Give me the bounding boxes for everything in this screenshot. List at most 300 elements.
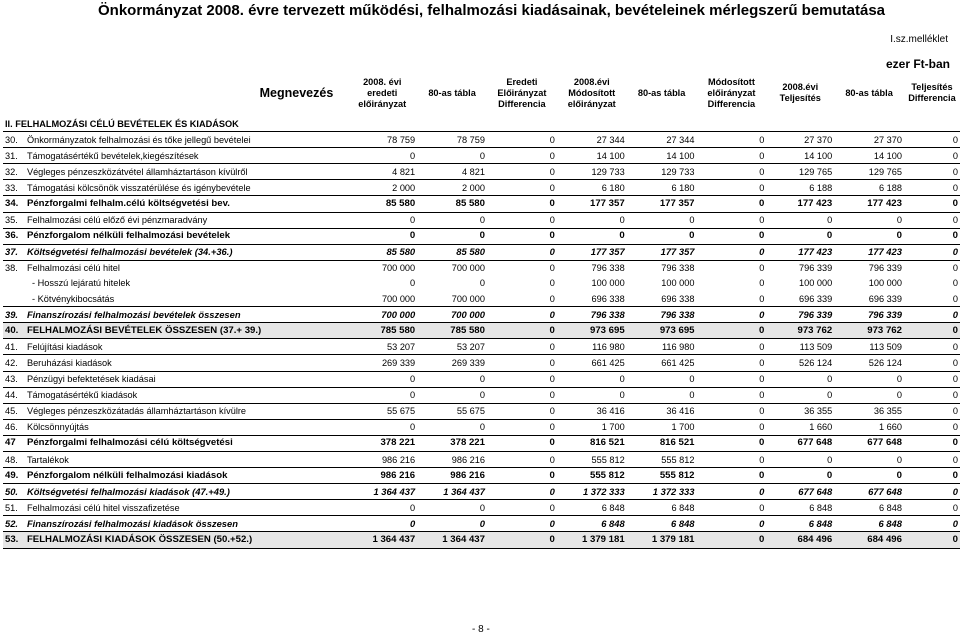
row-value: 0 [347, 516, 417, 532]
row-value: 0 [697, 244, 767, 260]
row-value: 0 [834, 387, 904, 403]
row-value: 0 [487, 451, 557, 467]
row-value: 78 759 [417, 132, 487, 148]
row-value: 0 [697, 148, 767, 164]
header-c1: 2008. évi eredeti előirányzat [358, 76, 407, 109]
row-value: 6 848 [766, 516, 834, 532]
row-value: 0 [417, 212, 487, 228]
row-value: 0 [697, 228, 767, 244]
row-value: 14 100 [557, 148, 627, 164]
row-value: 4 821 [347, 164, 417, 180]
row-value: 0 [347, 148, 417, 164]
row-value: 1 372 333 [557, 484, 627, 500]
row-value: 0 [347, 387, 417, 403]
row-value: 0 [904, 244, 960, 260]
row-label: FELHALMOZÁSI KIADÁSOK ÖSSZESEN (50.+52.) [25, 532, 347, 548]
row-value: 0 [697, 451, 767, 467]
row-value: 0 [487, 468, 557, 484]
row-value: 2 000 [417, 180, 487, 196]
row-value: 0 [697, 291, 767, 307]
row-value: 0 [417, 371, 487, 387]
row-value: 0 [487, 307, 557, 323]
row-value: 785 580 [417, 323, 487, 339]
row-value: 0 [904, 291, 960, 307]
table-row [3, 516, 960, 532]
row-value: 0 [834, 451, 904, 467]
row-value: 986 216 [347, 451, 417, 467]
row-value: 6 180 [627, 180, 697, 196]
row-value: 0 [697, 196, 767, 212]
row-value: 0 [347, 371, 417, 387]
header-c8: 80-as tábla [845, 87, 893, 98]
row-value: 0 [697, 339, 767, 355]
row-value: 14 100 [834, 148, 904, 164]
header-name: Megnevezés [259, 85, 334, 100]
row-number: 30. [3, 132, 25, 148]
row-value: 129 733 [557, 164, 627, 180]
row-label: Költségvetési felhalmozási kiadások (47.+49.) [25, 484, 347, 500]
row-label: Önkormányzatok felhalmozási és tőke jellegű bevételei [25, 132, 347, 148]
row-label: Pénzforgalmi felhalm.célú költségvetési bev. [25, 196, 347, 212]
row-value: 6 188 [834, 180, 904, 196]
row-number [3, 276, 25, 291]
row-value: 0 [697, 484, 767, 500]
row-value: 78 759 [347, 132, 417, 148]
row-value: 0 [759, 278, 765, 289]
table-row [3, 419, 960, 435]
row-number: 40. [3, 323, 25, 339]
row-value: 36 416 [557, 403, 627, 419]
row-value: 1 364 437 [347, 484, 417, 500]
table-row [3, 403, 960, 419]
row-value: 0 [697, 387, 767, 403]
row-value: 27 344 [627, 132, 697, 148]
row-value: 0 [487, 196, 557, 212]
row-value: 129 733 [627, 164, 697, 180]
table-row [3, 307, 960, 323]
row-value: 986 216 [417, 451, 487, 467]
row-value: 796 338 [591, 263, 625, 274]
row-number: 35. [3, 212, 25, 228]
row-value: 0 [487, 484, 557, 500]
row-value: 0 [952, 263, 958, 274]
row-label: Pénzforgalom nélküli felhalmozási bevételek [25, 228, 347, 244]
row-value: 0 [417, 516, 487, 532]
row-value: 177 423 [834, 196, 904, 212]
row-value: 6 180 [557, 180, 627, 196]
row-value: 0 [766, 451, 834, 467]
row-value: 0 [697, 355, 767, 371]
row-value: 27 370 [766, 132, 834, 148]
row-value: 555 812 [627, 451, 697, 467]
row-value: 1 700 [557, 419, 627, 435]
row-value: 100 000 [591, 278, 625, 289]
row-value: 0 [904, 371, 960, 387]
row-value: 0 [487, 387, 557, 403]
row-value: 0 [904, 180, 960, 196]
row-value: 177 357 [557, 196, 627, 212]
row-value: 0 [487, 164, 557, 180]
row-value: 796 338 [627, 307, 697, 323]
row-number: 47 [3, 435, 25, 451]
table-row [3, 180, 960, 196]
row-value: 1 700 [627, 419, 697, 435]
row-value: 0 [487, 435, 557, 451]
row-value: 55 675 [417, 403, 487, 419]
page-title: Önkormányzat 2008. évre tervezett működési, felhalmozási kiadásainak, bevételeinek mérlegszerű bemutatása [98, 2, 886, 19]
row-value: 14 100 [627, 148, 697, 164]
row-value: 796 338 [557, 307, 627, 323]
row-value: 796 339 [766, 307, 834, 323]
table-row [3, 532, 960, 548]
table-row [3, 228, 960, 244]
row-value: 677 648 [766, 484, 834, 500]
row-value: 0 [347, 212, 417, 228]
row-value: 0 [697, 516, 767, 532]
row-number: 39. [3, 307, 25, 323]
row-label: Támogatási kölcsönök visszatérülése és igénybevétele [25, 180, 347, 196]
header-c7: 2008.évi Teljesítés [779, 82, 821, 103]
row-value: 0 [904, 484, 960, 500]
row-value: 0 [557, 371, 627, 387]
row-value: 6 848 [834, 516, 904, 532]
row-value: 0 [904, 132, 960, 148]
row-value: 0 [904, 307, 960, 323]
row-value: 700 000 [381, 263, 416, 274]
row-value: 0 [697, 180, 767, 196]
row-value: 6 848 [557, 500, 627, 516]
row-value: 177 423 [834, 244, 904, 260]
row-value: 0 [487, 339, 557, 355]
row-value: 700 000 [417, 291, 487, 307]
row-value: 0 [766, 468, 834, 484]
table-row [3, 500, 960, 516]
row-value: 0 [417, 228, 487, 244]
table-row [3, 212, 960, 228]
row-number: 41. [3, 339, 25, 355]
row-label: Támogatásértékű kiadások [25, 387, 347, 403]
row-value: 177 357 [627, 244, 697, 260]
table-row [3, 148, 960, 164]
header-c2: 80-as tábla [428, 87, 476, 98]
row-label: Támogatásértékű bevételek,kiegészítések [25, 148, 347, 164]
table-row [3, 387, 960, 403]
table-row [3, 339, 960, 355]
row-value: 6 848 [557, 516, 627, 532]
row-value: 696 338 [627, 291, 697, 307]
row-label: FELHALMOZÁSI BEVÉTELEK ÖSSZESEN (37.+ 39.) [25, 323, 347, 339]
row-value: 0 [697, 307, 767, 323]
row-value: 696 339 [834, 291, 904, 307]
row-value: 0 [697, 323, 767, 339]
row-value: 129 765 [766, 164, 834, 180]
row-value: 677 648 [834, 435, 904, 451]
row-value: 0 [904, 148, 960, 164]
row-value: 0 [766, 371, 834, 387]
row-value: 555 812 [627, 468, 697, 484]
row-value: 1 379 181 [627, 532, 697, 548]
row-value: 113 509 [834, 339, 904, 355]
row-value: 4 821 [417, 164, 487, 180]
row-value: 116 980 [627, 339, 697, 355]
row-value: 700 000 [347, 291, 417, 307]
row-value: 177 423 [766, 244, 834, 260]
table-row [3, 164, 960, 180]
row-value: 85 580 [347, 196, 417, 212]
row-value: 986 216 [417, 468, 487, 484]
row-value: 0 [952, 278, 958, 289]
header-c4: 2008.évi Módosított előirányzat [567, 76, 616, 109]
row-value: 0 [487, 212, 557, 228]
row-value: 0 [697, 468, 767, 484]
table-row [3, 260, 960, 276]
page-number: - 8 - [472, 624, 490, 635]
row-value: 27 344 [557, 132, 627, 148]
row-value: 796 338 [661, 263, 695, 274]
header-c9: Teljesítés Differencia [908, 82, 956, 103]
budget-table [3, 70, 960, 549]
row-value: 0 [487, 228, 557, 244]
row-value: 0 [766, 212, 834, 228]
row-value: 0 [627, 387, 697, 403]
row-value: 0 [697, 212, 767, 228]
row-value: 53 207 [417, 339, 487, 355]
row-value: 116 980 [557, 339, 627, 355]
table-row [3, 484, 960, 500]
row-label: Tartalékok [25, 451, 347, 467]
row-value: 0 [759, 263, 765, 274]
row-value: 0 [347, 228, 417, 244]
row-value: 700 000 [347, 307, 417, 323]
row-value: 1 364 437 [347, 532, 417, 548]
row-value: 0 [904, 403, 960, 419]
table-row [3, 291, 960, 307]
row-value: 661 425 [557, 355, 627, 371]
row-value: 0 [904, 355, 960, 371]
row-value: 700 000 [417, 307, 487, 323]
row-value: 0 [697, 132, 767, 148]
table-row [3, 132, 960, 148]
table-row [3, 276, 960, 291]
row-value: 0 [417, 148, 487, 164]
row-value: 36 355 [834, 403, 904, 419]
row-value: 100 000 [661, 278, 695, 289]
row-value: 555 812 [557, 468, 627, 484]
row-value: 0 [904, 532, 960, 548]
table-row [3, 196, 960, 212]
header-row [3, 70, 960, 116]
row-value: 14 100 [766, 148, 834, 164]
row-value: 0 [697, 403, 767, 419]
row-value: 0 [904, 435, 960, 451]
row-value: 696 338 [557, 291, 627, 307]
header-c5: 80-as tábla [637, 87, 686, 98]
row-value: 0 [697, 532, 767, 548]
row-value: 0 [487, 500, 557, 516]
row-label: Pénzforgalom nélküli felhalmozási kiadások [25, 468, 347, 484]
table-row [3, 468, 960, 484]
section-header-row [3, 116, 960, 132]
table-row [3, 435, 960, 451]
row-value: 1 372 333 [627, 484, 697, 500]
row-value: 0 [904, 387, 960, 403]
row-value: 526 124 [834, 355, 904, 371]
row-value: 6 848 [766, 500, 834, 516]
row-label: Kölcsönnyújtás [25, 419, 347, 435]
row-number: 50. [3, 484, 25, 500]
row-value: 0 [904, 339, 960, 355]
row-value: 0 [834, 468, 904, 484]
row-value: 269 339 [347, 355, 417, 371]
row-value: 378 221 [417, 435, 487, 451]
row-value: 684 496 [834, 532, 904, 548]
row-label: Végleges pénzeszközátvétel államháztartáson kívülről [25, 164, 347, 180]
row-label: Finanszírozási felhalmozási bevételek összesen [25, 307, 347, 323]
row-value: 973 762 [834, 323, 904, 339]
row-value: 677 648 [834, 484, 904, 500]
row-value: 0 [487, 291, 557, 307]
row-value: 0 [487, 371, 557, 387]
row-label: Költségvetési felhalmozási bevételek (34.+36.) [25, 244, 347, 260]
row-value: 0 [487, 532, 557, 548]
row-value: 0 [834, 212, 904, 228]
row-value: 269 339 [417, 355, 487, 371]
row-label: Végleges pénzeszközátadás államháztartáson kívülre [25, 403, 347, 419]
row-value: 0 [697, 371, 767, 387]
row-value: 0 [557, 228, 627, 244]
row-value: 0 [557, 212, 627, 228]
row-value: 0 [697, 164, 767, 180]
row-value: 0 [766, 228, 834, 244]
row-value: 1 364 437 [417, 532, 487, 548]
row-value: 0 [627, 212, 697, 228]
row-value: 378 221 [347, 435, 417, 451]
row-value: 6 188 [766, 180, 834, 196]
row-value: 0 [347, 419, 417, 435]
row-label: Felújítási kiadások [25, 339, 347, 355]
row-value: 0 [834, 228, 904, 244]
row-value: 0 [627, 228, 697, 244]
row-label: Felhalmozási célú hitel [26, 263, 120, 274]
row-number: 51. [3, 500, 25, 516]
row-label: Felhalmozási célú hitel visszafizetése [25, 500, 347, 516]
row-value: 0 [766, 387, 834, 403]
row-value: 555 812 [557, 451, 627, 467]
table-row [3, 323, 960, 339]
row-value: 677 648 [766, 435, 834, 451]
row-value: 661 425 [627, 355, 697, 371]
row-value: 27 370 [834, 132, 904, 148]
row-number [3, 291, 25, 307]
row-value: 129 765 [834, 164, 904, 180]
row-value: 816 521 [557, 435, 627, 451]
row-value: 113 509 [766, 339, 834, 355]
row-value: 85 580 [417, 244, 487, 260]
row-value: 53 207 [347, 339, 417, 355]
row-value: 0 [487, 148, 557, 164]
row-number: 33. [3, 180, 25, 196]
row-number: 49. [3, 468, 25, 484]
row-value: 973 695 [557, 323, 627, 339]
row-value: 177 357 [557, 244, 627, 260]
row-value: 0 [410, 278, 416, 289]
row-value: 700 000 [451, 263, 485, 274]
row-number: 38. [5, 263, 18, 274]
table-row [3, 371, 960, 387]
header-c3: Eredeti Előirányzat Differencia [497, 76, 547, 109]
row-value: 0 [834, 371, 904, 387]
row-value: 100 000 [868, 278, 902, 289]
row-number: 53. [3, 532, 25, 548]
row-value: 1 660 [766, 419, 834, 435]
row-label: Pénzforgalmi felhalmozási célú költségvetési [25, 435, 347, 451]
row-value: 0 [487, 403, 557, 419]
row-value: 0 [904, 228, 960, 244]
row-number: 32. [3, 164, 25, 180]
row-value: 0 [479, 278, 485, 289]
row-value: 796 339 [834, 307, 904, 323]
table-row [3, 244, 960, 260]
unit-label: ezer Ft-ban [885, 57, 950, 71]
row-number: 31. [3, 148, 25, 164]
row-number: 42. [3, 355, 25, 371]
row-label: Pénzügyi befektetések kiadásai [25, 371, 347, 387]
row-value: 0 [904, 468, 960, 484]
row-value: 177 357 [627, 196, 697, 212]
row-label: Finanszírozási felhalmozási kiadások összesen [25, 516, 347, 532]
row-value: 0 [487, 323, 557, 339]
row-number: 45. [3, 403, 25, 419]
row-value: 0 [697, 419, 767, 435]
row-value: 0 [487, 244, 557, 260]
row-value: 973 695 [627, 323, 697, 339]
row-value: 0 [697, 500, 767, 516]
row-value: 55 675 [347, 403, 417, 419]
row-label: Felhalmozási célú előző évi pénzmaradvány [25, 212, 347, 228]
row-value: 0 [557, 387, 627, 403]
row-value: 1 660 [834, 419, 904, 435]
row-value: 0 [487, 419, 557, 435]
row-value: 6 848 [627, 500, 697, 516]
row-value: 0 [487, 132, 557, 148]
row-value: 0 [549, 263, 555, 274]
row-value: 973 762 [766, 323, 834, 339]
header-c6: Módosított előirányzat Differencia [707, 76, 756, 109]
row-value: 1 364 437 [417, 484, 487, 500]
table-row [3, 451, 960, 467]
row-value: 177 423 [766, 196, 834, 212]
row-value: 526 124 [766, 355, 834, 371]
row-value: 0 [904, 451, 960, 467]
row-value: 796 339 [868, 263, 902, 274]
row-number: 48. [3, 451, 25, 467]
row-value: 100 000 [798, 278, 833, 289]
row-label: - Kötvénykibocsátás [25, 291, 347, 307]
row-value: 0 [904, 500, 960, 516]
row-label: - Hosszú lejáratú hitelek [26, 278, 131, 289]
annex-reference: I.sz.melléklet [890, 34, 948, 45]
row-value: 6 848 [834, 500, 904, 516]
row-number: 46. [3, 419, 25, 435]
row-value: 684 496 [766, 532, 834, 548]
row-value: 0 [549, 278, 555, 289]
section-title: II. FELHALMOZÁSI CÉLÚ BEVÉTELEK ÉS KIADÁSOK [3, 116, 960, 132]
row-value: 816 521 [627, 435, 697, 451]
row-number: 43. [3, 371, 25, 387]
row-value: 6 848 [627, 516, 697, 532]
row-number: 34. [3, 196, 25, 212]
row-value: 85 580 [417, 196, 487, 212]
